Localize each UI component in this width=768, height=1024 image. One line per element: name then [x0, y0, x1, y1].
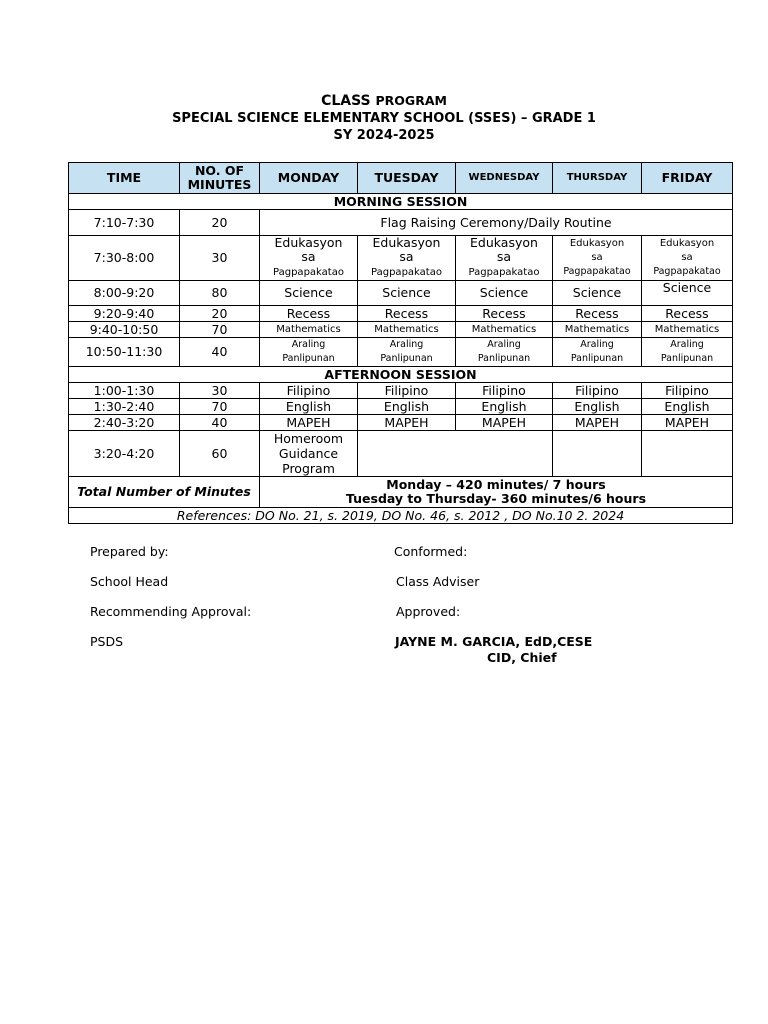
subject-cell: Mathematics [260, 322, 358, 338]
subject-cell: Araling Panlipunan [358, 338, 456, 367]
header-thursday: THURSDAY [553, 163, 642, 194]
references-row [69, 508, 733, 524]
subject-cell: Filipino [358, 383, 456, 399]
header-monday: MONDAY [260, 163, 358, 194]
subject-cell: Recess [456, 306, 553, 322]
subject-cell: English [358, 399, 456, 415]
school-name: SPECIAL SCIENCE ELEMENTARY SCHOOL (SSES) – GRADE 1 [172, 111, 596, 126]
time-cell: 10:50-11:30 [69, 338, 180, 367]
class-adviser-label: Class Adviser [396, 574, 480, 589]
subject-cell: Edukasyon sa Pagpapakatao [642, 236, 733, 281]
table-row [69, 415, 733, 431]
header-friday: FRIDAY [642, 163, 733, 194]
total-value: Monday – 420 minutes/ 7 hours Tuesday to Thursday- 360 minutes/6 hours [260, 477, 733, 508]
school-head-label: School Head [90, 574, 169, 589]
minutes-cell: 60 [180, 431, 260, 477]
table-row [69, 399, 733, 415]
time-cell: 9:40-10:50 [69, 322, 180, 338]
document-title [0, 92, 768, 144]
table-row [69, 210, 733, 236]
time-cell: 7:10-7:30 [69, 210, 180, 236]
time-cell: 1:30-2:40 [69, 399, 180, 415]
table-row [69, 236, 733, 281]
subject-cell: Araling Panlipunan [642, 338, 733, 367]
total-row [69, 477, 733, 508]
time-cell: 3:20-4:20 [69, 431, 180, 477]
subject-cell: Science [260, 281, 358, 306]
subject-cell: Filipino [260, 383, 358, 399]
morning-session-label: MORNING SESSION [69, 194, 733, 210]
subject-cell: Mathematics [358, 322, 456, 338]
subject-cell: Recess [260, 306, 358, 322]
minutes-cell: 30 [180, 236, 260, 281]
subject-cell: Filipino [553, 383, 642, 399]
flag-ceremony-cell: Flag Raising Ceremony/Daily Routine [260, 210, 733, 236]
subject-cell: English [642, 399, 733, 415]
approved-label: Approved: [396, 604, 461, 619]
subject-cell: Mathematics [456, 322, 553, 338]
subject-cell: Edukasyon sa Pagpapakatao [553, 236, 642, 281]
psds-label: PSDS [90, 634, 124, 649]
table-row [69, 322, 733, 338]
minutes-cell: 80 [180, 281, 260, 306]
subject-cell: Araling Panlipunan [456, 338, 553, 367]
time-cell: 9:20-9:40 [69, 306, 180, 322]
afternoon-session-row [69, 367, 733, 383]
minutes-cell: 40 [180, 415, 260, 431]
subject-cell: English [553, 399, 642, 415]
subject-cell: MAPEH [358, 415, 456, 431]
time-cell: 8:00-9:20 [69, 281, 180, 306]
afternoon-session-label: AFTERNOON SESSION [69, 367, 733, 383]
subject-cell: Science [642, 281, 733, 306]
subject-cell: Recess [642, 306, 733, 322]
title-line [0, 92, 768, 110]
header-wednesday: WEDNESDAY [456, 163, 553, 194]
table-row [69, 306, 733, 322]
subject-cell: Science [358, 281, 456, 306]
approver-name: JAYNE M. GARCIA, EdD,CESE [395, 634, 593, 649]
recommending-approval-label: Recommending Approval: [90, 604, 252, 619]
table-row [69, 383, 733, 399]
title-program: PROGRAM [375, 93, 447, 108]
subject-cell: MAPEH [553, 415, 642, 431]
subject-cell: Recess [553, 306, 642, 322]
subject-cell: Homeroom Guidance Program [260, 431, 358, 477]
header-row [69, 163, 733, 194]
empty-cell [642, 431, 733, 477]
subject-cell: English [456, 399, 553, 415]
total-label: Total Number of Minutes [69, 477, 260, 508]
subject-cell: MAPEH [456, 415, 553, 431]
approver-title: CID, Chief [487, 650, 557, 665]
subject-cell: Edukasyon sa Pagpapakatao [260, 236, 358, 281]
empty-cell [553, 431, 642, 477]
class-program-table [68, 162, 733, 524]
subject-cell: Araling Panlipunan [553, 338, 642, 367]
table-row [69, 431, 733, 477]
subject-cell: MAPEH [260, 415, 358, 431]
minutes-cell: 70 [180, 322, 260, 338]
time-cell: 7:30-8:00 [69, 236, 180, 281]
subject-cell: Mathematics [553, 322, 642, 338]
time-cell: 2:40-3:20 [69, 415, 180, 431]
school-year: SY 2024-2025 [333, 128, 435, 143]
minutes-cell: 20 [180, 210, 260, 236]
header-time: TIME [69, 163, 180, 194]
header-tuesday: TUESDAY [358, 163, 456, 194]
table-row [69, 281, 733, 306]
subject-cell: Filipino [642, 383, 733, 399]
time-cell: 1:00-1:30 [69, 383, 180, 399]
minutes-cell: 40 [180, 338, 260, 367]
minutes-cell: 20 [180, 306, 260, 322]
table-row [69, 338, 733, 367]
header-minutes: NO. OF MINUTES [180, 163, 260, 194]
subject-cell: Filipino [456, 383, 553, 399]
minutes-cell: 30 [180, 383, 260, 399]
subject-cell: Araling Panlipunan [260, 338, 358, 367]
prepared-by-label: Prepared by: [90, 544, 169, 559]
subject-cell: English [260, 399, 358, 415]
conformed-label: Conformed: [394, 544, 468, 559]
subject-cell: Science [456, 281, 553, 306]
subject-cell: Mathematics [642, 322, 733, 338]
title-class: CLASS [321, 93, 371, 109]
subject-cell: Recess [358, 306, 456, 322]
morning-session-row [69, 194, 733, 210]
subject-cell: Science [553, 281, 642, 306]
subject-cell: Edukasyon sa Pagpapakatao [456, 236, 553, 281]
empty-cell [358, 431, 553, 477]
references-text: References: DO No. 21, s. 2019, DO No. 46, s. 2012 , DO No.10 2. 2024 [69, 508, 733, 524]
subject-cell: MAPEH [642, 415, 733, 431]
subject-cell: Edukasyon sa Pagpapakatao [358, 236, 456, 281]
minutes-cell: 70 [180, 399, 260, 415]
